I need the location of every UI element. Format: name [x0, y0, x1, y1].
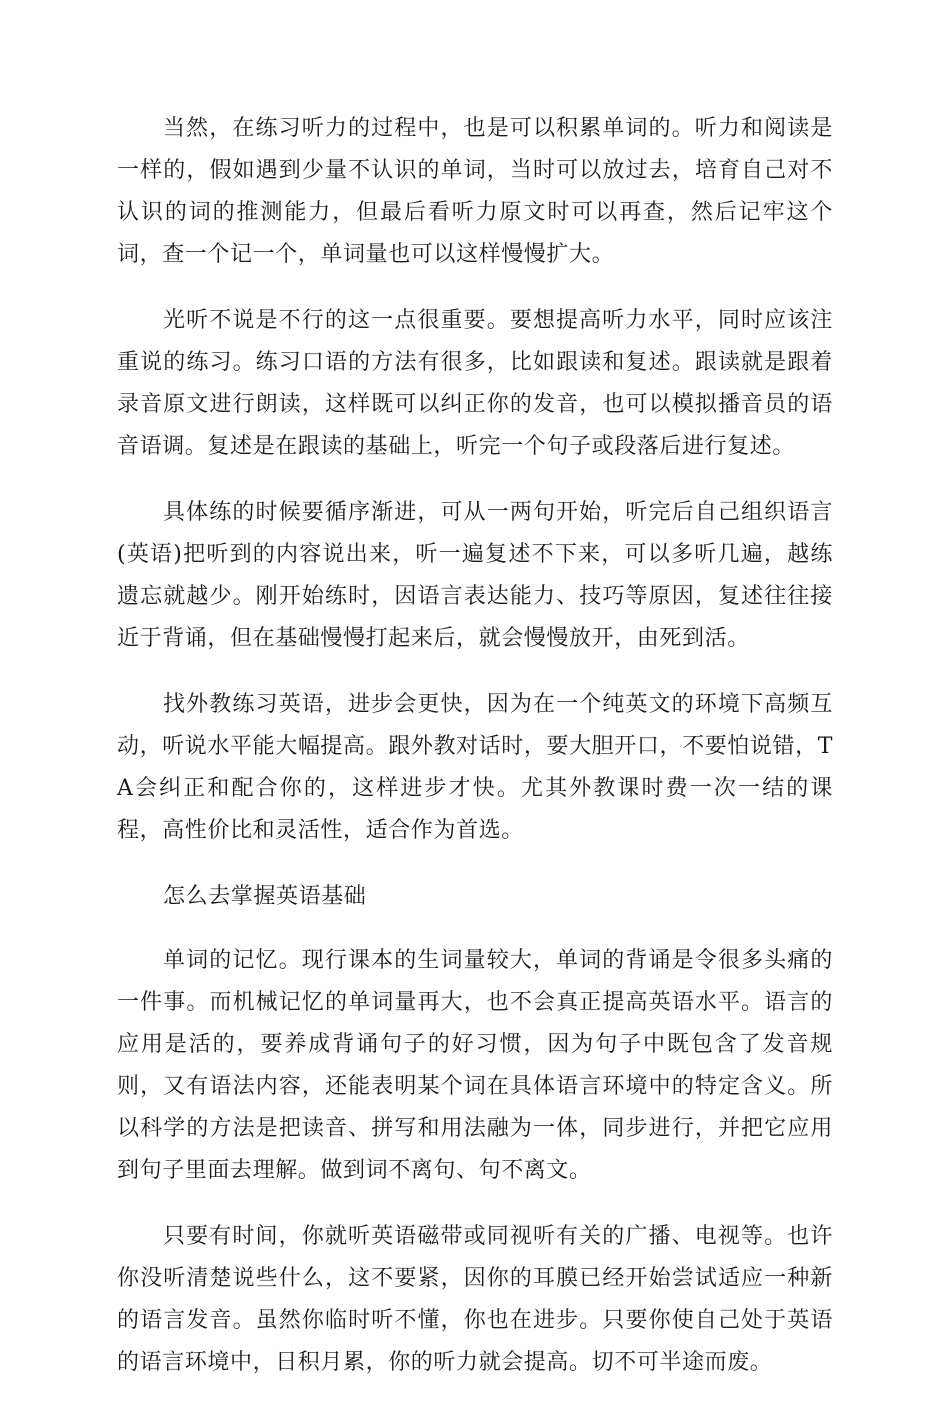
paragraph-word-memory: 单词的记忆。现行课本的生词量较大，单词的背诵是令很多头痛的一件事。而机械记忆的单词量再大，也不会真正提高英语水平。语言的应用是活的，要养成背诵句子的好习惯，因为句子中既包含了发音规则，又有语法内容，还能表明某个词在具体语言环境中的特定含义。所以科学的方法是把读音、拼写和用法融为一体，同步进行，并把它应用到句子里面去理解。做到词不离句、句不离文。: [117, 948, 833, 1183]
paragraph-foreign-teacher: 找外教练习英语，进步会更快，因为在一个纯英文的环境下高频互动，听说水平能大幅提高。跟外教对话时，要大胆开口，不要怕说错，TA会纠正和配合你的，这样进步才快。尤其外教课时费一次一结的课程，高性价比和灵活性，适合作为首选。: [117, 692, 833, 843]
paragraph-gradual-practice: 具体练的时候要循序渐进，可从一两句开始，听完后自己组织语言(英语)把听到的内容说出来，听一遍复述不下来，可以多听几遍，越练遗忘就越少。刚开始练时，因语言表达能力、技巧等原因，复述往往接近于背诵，但在基础慢慢打起来后，就会慢慢放开，由死到活。: [117, 500, 833, 651]
paragraph-vocabulary-listening: 当然，在练习听力的过程中，也是可以积累单词的。听力和阅读是一样的，假如遇到少量不认识的单词，当时可以放过去，培育自己对不认识的词的推测能力，但最后看听力原文时可以再查，然后记牢这个词，查一个记一个，单词量也可以这样慢慢扩大。: [117, 116, 833, 267]
document-page: [117, 108, 833, 1408]
paragraph-speaking-practice: 光听不说是不行的这一点很重要。要想提高听力水平，同时应该注重说的练习。练习口语的方法有很多，比如跟读和复述。跟读就是跟着录音原文进行朗读，这样既可以纠正你的发音，也可以模拟播音员的语音语调。复述是在跟读的基础上，听完一个句子或段落后进行复述。: [117, 308, 833, 459]
section-heading: 怎么去掌握英语基础: [163, 884, 367, 909]
paragraph-listening-habit: 只要有时间，你就听英语磁带或同视听有关的广播、电视等。也许你没听清楚说些什么，这不要紧，因你的耳膜已经开始尝试适应一种新的语言发音。虽然你临时听不懂，你也在进步。只要你使自己处于英语的语言环境中，日积月累，你的听力就会提高。切不可半途而废。: [117, 1224, 833, 1375]
